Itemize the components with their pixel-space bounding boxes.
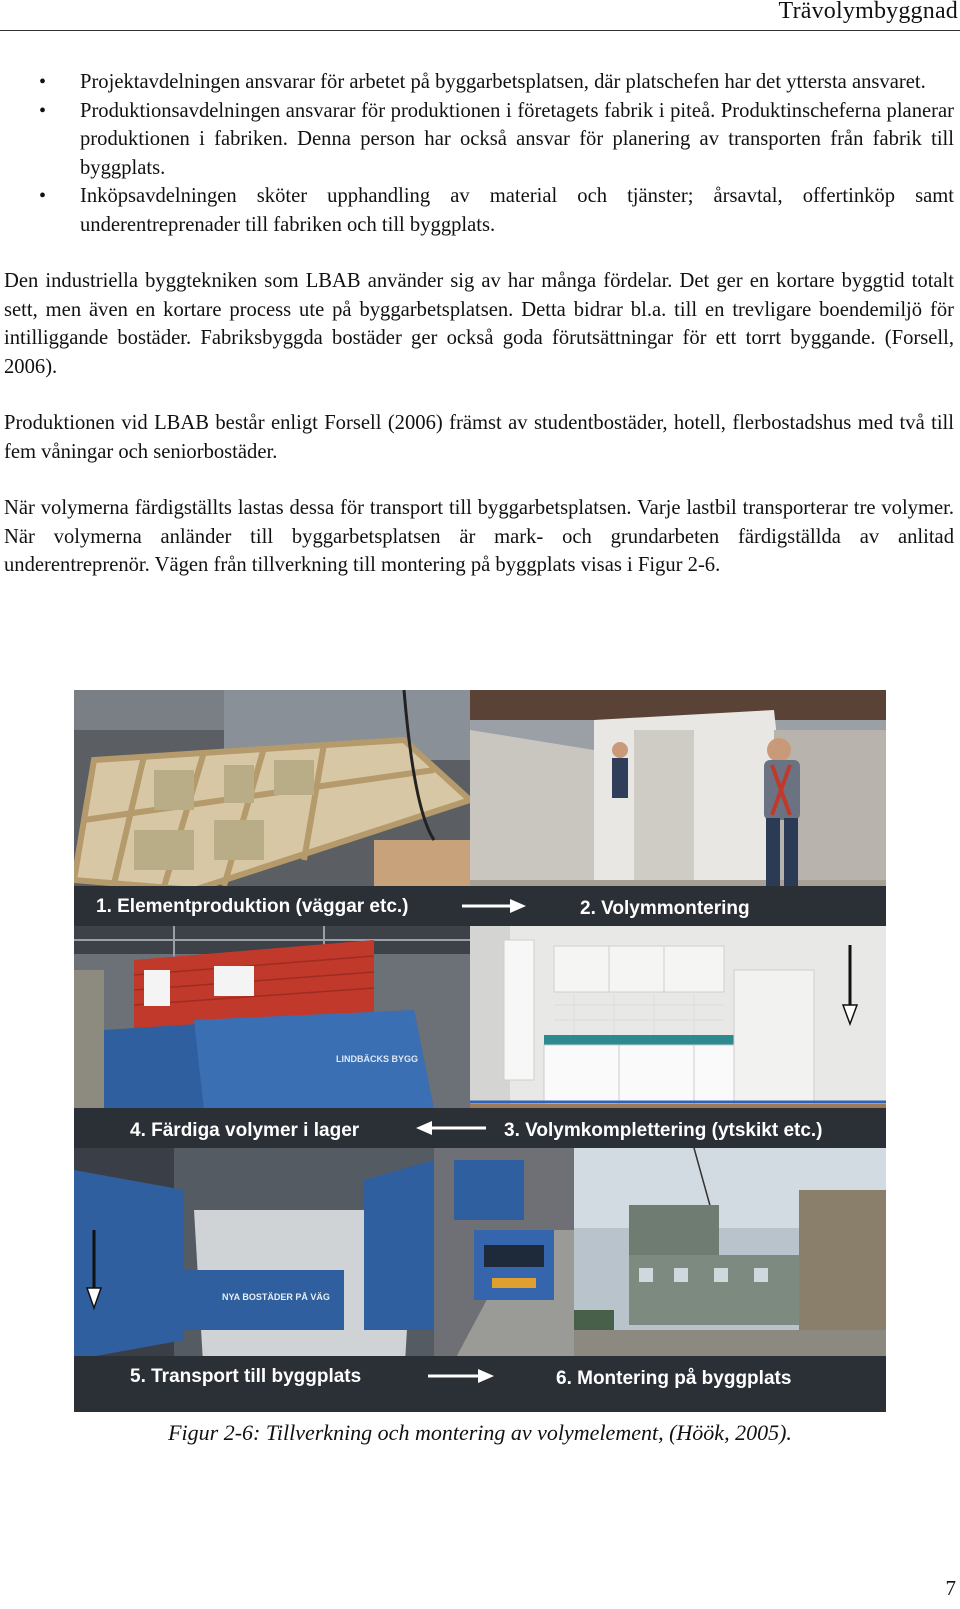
step-label-5: 5. Transport till byggplats — [130, 1366, 362, 1387]
tarp-brand-text: LINDBÄCKS BYGG — [336, 1054, 419, 1064]
figure-production-process — [74, 690, 886, 1412]
paragraph-transport: När volymerna färdigställts lastas dessa för transport till byggarbetsplatsen. Varje lastbil transporterar tre volymer. När volymerna anländer till byggarbetsplatsen är mark- och grundarbeten färdigställda av anlitad underentreprenör. Vägen från tillverkning till montering på byggplats visas i Figur 2-6. — [4, 497, 954, 576]
paragraph-industrial-technique: Den industriella byggtekniken som LBAB använder sig av har många fördelar. Det ger en kortare byggtid totalt sett, men även en kortare process ute på byggarbetsplatsen. Detta bidrar bl.a. till en trevligare boendemiljö för intilliggande bostäder. Fabriksbyggda bostäder ger också goda förutsättningar för ett torrt byggande. (Forsell, 2006). — [4, 270, 954, 378]
page-number: 7 — [945, 1576, 956, 1600]
photo-volume-assembly — [470, 690, 886, 896]
bullet-item-inkopsavdelningen: • Inköpsavdelningen sköter upphandling av material och tjänster; årsavtal, offertinköp samt underentreprenader till fabriken och till byggplats. — [80, 182, 954, 239]
step-label-1: 1. Elementproduktion (väggar etc.) — [96, 896, 409, 917]
main-content — [4, 68, 954, 580]
step-label-4: 4. Färdiga volymer i lager — [130, 1120, 360, 1141]
bullet-list — [4, 68, 954, 239]
photo-transport — [74, 1148, 574, 1380]
step-label-6: 6. Montering på byggplats — [556, 1368, 792, 1389]
bullet-item-produktionsavdelningen: • Produktionsavdelningen ansvarar för produktionen i företagets fabrik i piteå. Produktinscheferna planerar produktionen i fabriken. Denna person har också ansvar för planering av transporten från fabrik till byggplats. — [80, 97, 954, 183]
tarp-slogan-text: NYA BOSTÄDER PÅ VÄG — [222, 1292, 330, 1302]
running-title: Trävolymbyggnad — [778, 0, 958, 24]
photo-element-production — [74, 690, 470, 896]
bullet-item-projektavdelningen: • Projektavdelningen ansvarar för arbetet på byggarbetsplatsen, där platschefen har det yttersta ansvaret. — [80, 68, 954, 97]
step-label-2: 2. Volymmontering — [580, 898, 750, 919]
photo-volume-completion — [470, 926, 886, 1122]
paragraph-production: Produktionen vid LBAB består enligt Forsell (2006) främst av studentbostäder, hotell, flerbostadshus med två till fem våningar och seniorbostäder. — [4, 412, 954, 463]
figure-caption: Figur 2-6: Tillverkning och montering av volymelement, (Höök, 2005). — [168, 1420, 792, 1445]
photo-site-assembly — [574, 1148, 886, 1380]
page-header — [0, 0, 960, 31]
photo-finished-volumes — [74, 926, 470, 1122]
step-label-3: 3. Volymkomplettering (ytskikt etc.) — [504, 1120, 823, 1141]
